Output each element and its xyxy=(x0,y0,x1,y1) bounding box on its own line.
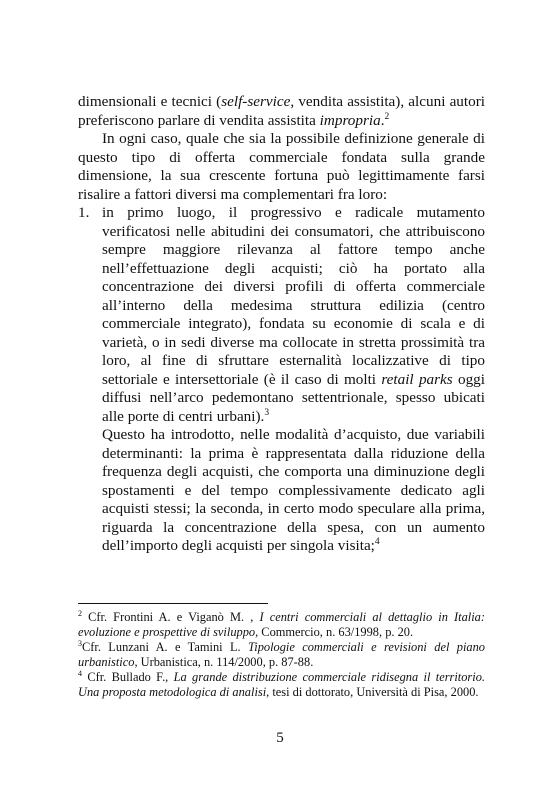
text-run: , Urbanistica, n. 114/2000, p. 87-88. xyxy=(134,655,314,669)
text-run: , vendita assistita), alcuni autori preferiscono parlare di vendita assistita xyxy=(78,93,485,129)
page-number: 5 xyxy=(276,730,284,746)
italic-title: Tipologie commerciali e revisioni del piano urbanistico xyxy=(78,640,486,669)
footnote-separator xyxy=(78,603,268,604)
footnote-number: 3 xyxy=(78,638,82,648)
text-run: Cfr. Lunzani A. e Tamini L. xyxy=(82,640,249,654)
footnote-ref: 4 xyxy=(374,536,380,547)
paragraph-2: In ogni caso, quale che sia la possibile definizione generale di questo tipo di offerta commerciale fondata sulla grande dimensione, la sua crescente fortuna può legittimamente farsi risalire a fattori diversi ma complementari fra loro: xyxy=(78,130,485,203)
footnote xyxy=(78,640,485,670)
footnote-number: 2 xyxy=(78,608,82,618)
text-run: . xyxy=(380,111,385,129)
footnote xyxy=(78,670,485,700)
italic-term: impropria xyxy=(319,111,381,129)
list-item xyxy=(78,204,485,556)
text-run: Questo ha introdotto, nelle modalità d’acquisto, due variabili determinanti: la prima è rappresentata dalla riduzione della frequenza degli acquisti, che comporta una diminuzione degli spostamenti e del tempo complessivamente dedicato agli acquisti stessi; la seconda, in certo modo speculare alla prima, riguarda la concentrazione della spesa, con un aumento dell’importo degli acquisti per singola visita; xyxy=(102,426,485,554)
list-item-paragraph-1 xyxy=(102,204,485,426)
italic-title: La grande distribuzione commerciale ridisegna il territorio. Una proposta metodologica di analisi xyxy=(78,670,485,699)
italic-term: self-service xyxy=(221,93,291,110)
numbered-list xyxy=(78,204,485,556)
text-run: in primo luogo, il progressivo e radicale mutamento verificatosi nelle abitudini dei consumatori, che attribuiscono sempre maggiore rilevanza al fattore tempo anche nell’effettuazione degli acquisti; ciò ha portato alla concentrazione dei diversi profili di offerta commerciale all’interno della medesima struttura edilizia (centro commerciale integrato), fondata su economie di scala e di varietà, o in sedi diverse ma collocate in stretta prossimità tra loro, al fine di sfruttare esternalità localizzative di tipo settoriale e intersettoriale (è il caso di molti xyxy=(102,204,485,388)
text-run: Cfr. Bullado F., xyxy=(82,670,174,684)
footnote-ref: 3 xyxy=(264,407,270,418)
paragraph-1 xyxy=(78,93,485,130)
italic-term: retail parks xyxy=(381,370,453,388)
body-text xyxy=(78,93,485,556)
italic-title: I centri commerciali al dettaglio in Italia: evoluzione e prospettive di sviluppo xyxy=(78,610,485,639)
list-item-paragraph-2 xyxy=(102,426,485,556)
text-run: oggi diffusi nell’arco pedemontano settentrionale, spesso ubicati alle porte di centri urbani). xyxy=(102,370,485,425)
text-run: , tesi di dottorato, Università di Pisa, 2000. xyxy=(266,685,479,699)
text-run: , Commercio, n. 63/1998, p. 20. xyxy=(255,625,414,639)
text-run: dimensionali e tecnici ( xyxy=(78,93,222,110)
footnote xyxy=(78,610,485,640)
footnotes xyxy=(78,610,485,700)
text-run: Cfr. Frontini A. e Viganò M. , xyxy=(82,610,260,624)
footnote-number: 4 xyxy=(78,668,82,678)
list-number: 1. xyxy=(78,204,90,221)
footnote-ref: 2 xyxy=(384,111,390,122)
